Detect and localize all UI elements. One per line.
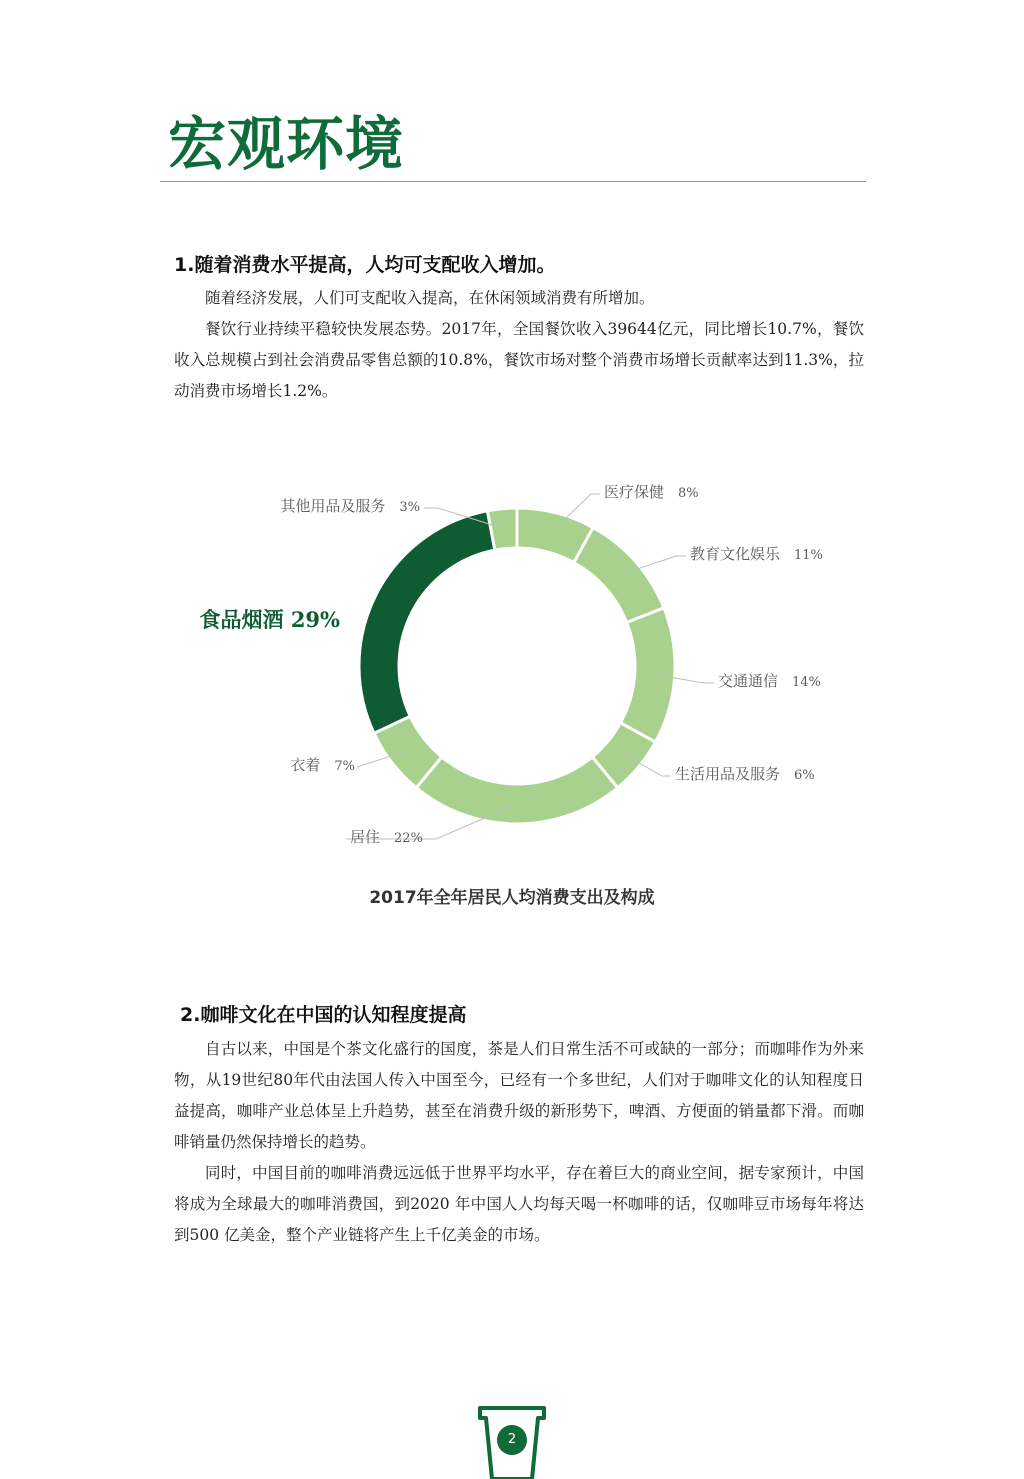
slice-value-daily-goods: 6% [794,768,815,783]
slice-name-transport: 交通通信 [718,672,779,690]
section1-heading: 1.随着消费水平提高，人均可支配收入增加。 [174,254,556,276]
slice-value-education: 11% [794,548,823,563]
slice-label-education [690,545,823,563]
slice-name-clothing: 衣着 [290,756,321,774]
section2-paragraph-2: 同时，中国目前的咖啡消费远远低于世界平均水平，存在着巨大的商业空间，据专家预计，中国将成为全球最大的咖啡消费国，到2020 年中国人人均每天喝一杯咖啡的话，仅咖啡豆市场每年将达到500 亿美金，整个产业链将产生上千亿美金的市场。 [174,1164,864,1244]
slice-value-other: 3% [399,500,420,515]
slice-value-transport: 14% [792,675,821,690]
slice-label-medical [604,483,699,501]
slice-name-education: 教育文化娱乐 [690,545,781,563]
slice-label-daily-goods [675,765,815,783]
slice-name-other: 其他用品及服务 [280,497,386,515]
donut-slice-housing [416,757,617,824]
slice-label-transport [718,672,821,690]
slice-name-housing: 居住 [350,828,381,846]
page-number: 2 [497,1425,527,1455]
section2-heading: 2.咖啡文化在中国的认知程度提高 [180,1004,467,1026]
slice-value-clothing: 7% [334,759,355,774]
chart-caption: 2017年全年居民人均消费支出及构成 [369,888,655,908]
section1-paragraph-2: 餐饮行业持续平稳较快发展态势。2017年，全国餐饮收入39644亿元，同比增长10.7%，餐饮收入总规模占到社会消费品零售总额的10.8%，餐饮市场对整个消费市场增长贡献率达到11.3%，拉动消费市场增长1.2%。 [174,320,864,400]
section2-paragraph-1: 自古以来，中国是个茶文化盛行的国度，茶是人们日常生活不可或缺的一部分；而咖啡作为外来物，从19世纪80年代由法国人传入中国至今，已经有一个多世纪，人们对于咖啡文化的认知程度日益提高，咖啡产业总体呈上升趋势，甚至在消费升级的新形势下，啤酒、方便面的销量都下滑。而咖啡销量仍然保持增长的趋势。 [174,1040,864,1151]
donut-slice-food [359,511,495,733]
slice-label-clothing [290,756,355,774]
donut-chart-svg [0,440,1024,880]
donut-slice-education [574,528,664,623]
slice-name-medical: 医疗保健 [604,483,665,501]
slice-name-daily-goods: 生活用品及服务 [675,765,781,783]
slice-name-food: 食品烟酒 [199,607,291,632]
page-title: 宏观环境 [168,110,405,178]
slice-label-food [200,607,341,632]
consumption-donut-chart [0,440,1024,880]
title-divider [160,181,866,182]
slice-value-food: 29% [290,607,340,632]
section1-paragraph-1: 随着经济发展，人们可支配收入提高，在休闲领域消费有所增加。 [205,289,655,307]
donut-slice-transport [620,608,675,742]
slice-label-other [280,497,420,515]
slice-label-housing [350,828,423,846]
slice-value-medical: 8% [678,486,699,501]
slice-value-housing: 22% [394,831,423,846]
